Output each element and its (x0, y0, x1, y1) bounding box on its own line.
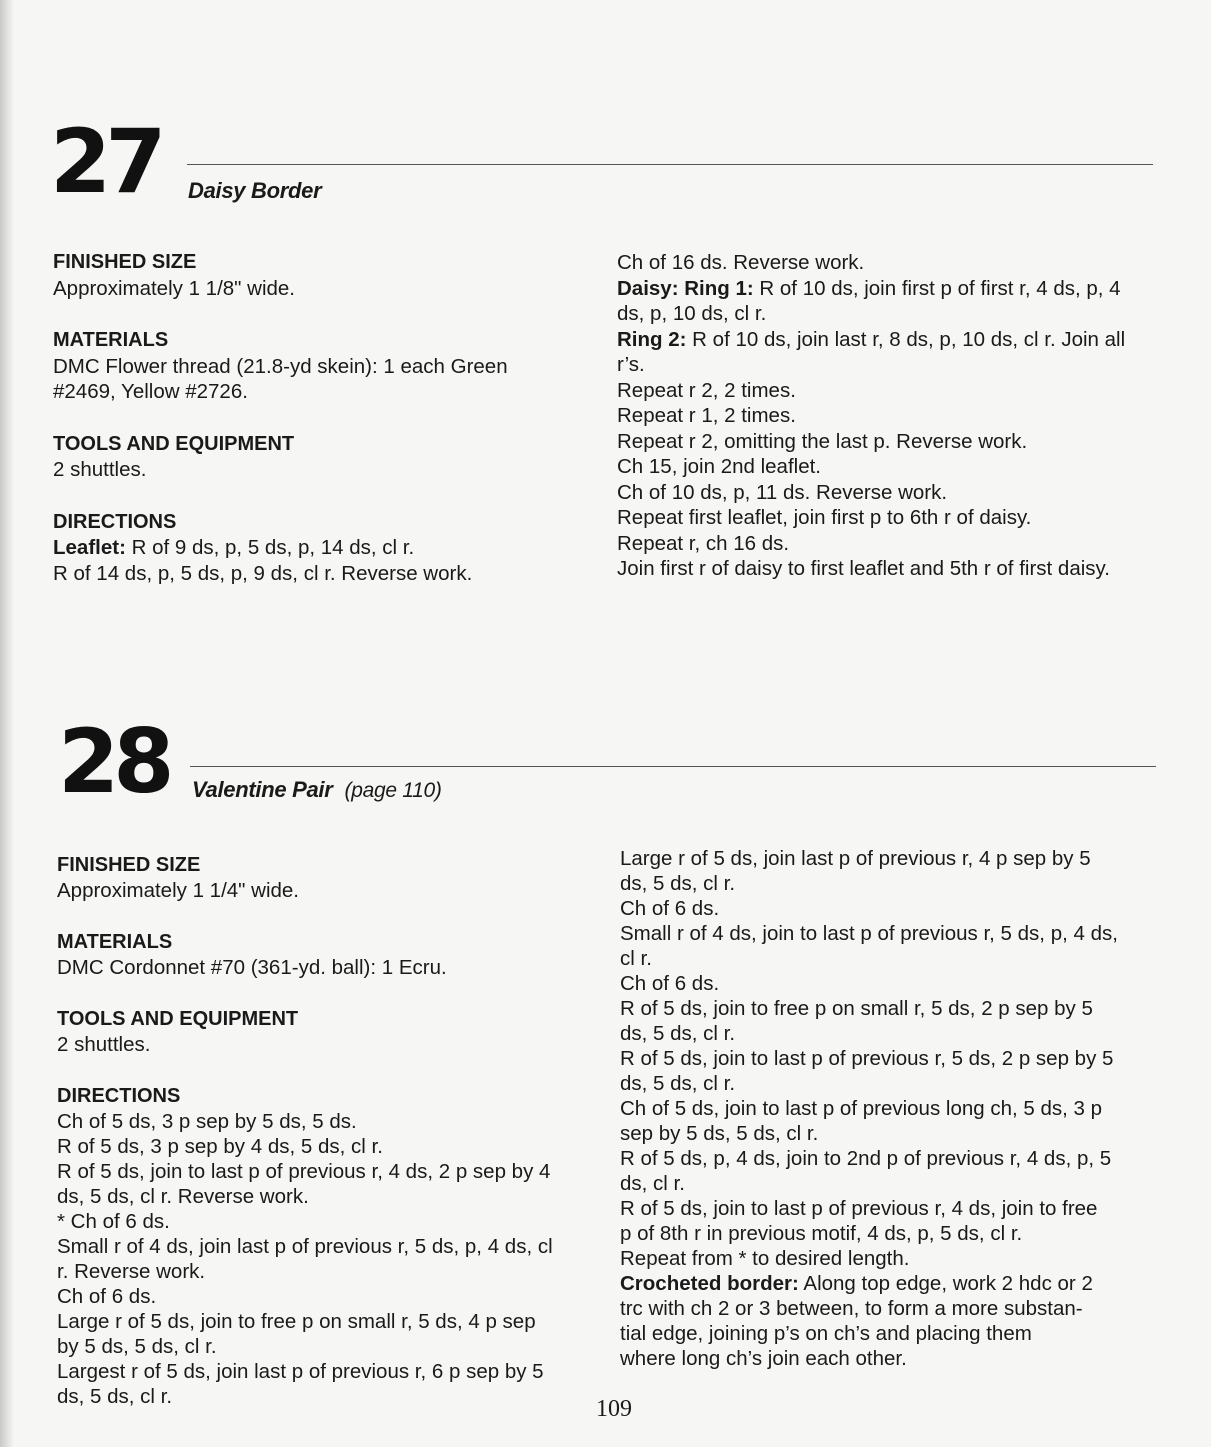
directions-left (53, 535, 593, 586)
direction-text: R of 10 ds, join last r, 8 ds, p, 10 ds, cl r. Join all (686, 327, 1126, 351)
finished-size-heading: FINISHED SIZE (57, 854, 201, 876)
direction-text: Repeat r 1, 2 times. (617, 404, 796, 427)
materials-heading: MATERIALS (57, 931, 173, 953)
directions-right (620, 846, 1180, 1371)
direction-text: Ch of 6 ds. (620, 972, 720, 995)
direction-text: Large r of 5 ds, join last p of previous r, 4 p sep by 5 (620, 847, 1091, 870)
section-rule (190, 766, 1156, 767)
pattern-27-right-column (617, 250, 1177, 582)
tools-text: 2 shuttles. (57, 1033, 151, 1056)
pattern-number-28: 28 (58, 710, 169, 813)
direction-text: Ch of 6 ds. (620, 897, 720, 920)
direction-line (57, 1334, 602, 1359)
pattern-title-text: Valentine Pair (192, 777, 333, 802)
page-gutter-shadow (0, 0, 14, 1447)
direction-line (617, 454, 1177, 480)
materials-line: DMC Flower thread (21.8-yd skein): 1 each Green (53, 354, 508, 378)
direction-line (53, 561, 593, 587)
direction-line (57, 1284, 602, 1309)
direction-line (617, 505, 1177, 531)
direction-line (620, 1321, 1180, 1346)
direction-text: ds, 5 ds, cl r. (620, 1072, 736, 1095)
direction-text: Large r of 5 ds, join to free p on small r, 5 ds, 4 p sep (57, 1310, 536, 1333)
pattern-28-right-column (620, 846, 1180, 1371)
direction-text: Ch of 6 ds. (57, 1285, 157, 1308)
page-number: 109 (596, 1396, 632, 1422)
direction-text: Repeat first leaflet, join first p to 6th r of daisy. (617, 506, 1032, 529)
direction-line (617, 250, 1177, 276)
direction-line (620, 1021, 1180, 1046)
direction-text: ds, 5 ds, cl r. (620, 1022, 736, 1045)
direction-line (620, 896, 1180, 921)
materials-heading: MATERIALS (53, 329, 169, 351)
direction-text: tial edge, joining p’s on ch’s and placing them (620, 1322, 1032, 1345)
direction-label: Daisy: Ring 1: (617, 276, 754, 300)
direction-line (620, 946, 1180, 971)
direction-label: Crocheted border: (620, 1272, 799, 1295)
direction-line (617, 480, 1177, 506)
direction-line (620, 921, 1180, 946)
pattern-number-27: 27 (50, 110, 161, 213)
direction-line (620, 1271, 1180, 1296)
direction-line (620, 846, 1180, 871)
pattern-title-text: Daisy Border (188, 178, 322, 203)
direction-text: Ch of 16 ds. Reverse work. (617, 251, 865, 274)
direction-line (57, 1234, 602, 1259)
direction-line (57, 1259, 602, 1284)
direction-line (617, 276, 1177, 302)
tools-heading: TOOLS AND EQUIPMENT (57, 1008, 299, 1030)
pattern-27-left-column (53, 250, 593, 586)
direction-text: ds, p, 10 ds, cl r. (617, 302, 767, 325)
direction-text: R of 5 ds, join to last p of previous r, 5 ds, 2 p sep by 5 (620, 1047, 1114, 1070)
direction-line (620, 1296, 1180, 1321)
direction-text: R of 10 ds, join first p of first r, 4 ds, p, 4 (753, 276, 1121, 300)
direction-line (57, 1359, 602, 1384)
direction-text: R of 5 ds, join to last p of previous r, 4 ds, join to free (620, 1197, 1098, 1220)
direction-text: Ch of 5 ds, 3 p sep by 5 ds, 5 ds. (57, 1110, 357, 1133)
direction-text: Repeat r, ch 16 ds. (617, 531, 790, 555)
section-rule (187, 164, 1153, 165)
direction-label: Leaflet: (53, 536, 126, 559)
direction-text: Join first r of daisy to first leaflet and 5th r of first daisy. (617, 557, 1110, 580)
direction-line (617, 378, 1177, 404)
pattern-title-28 (192, 777, 442, 803)
direction-line (57, 1309, 602, 1334)
direction-line (617, 403, 1177, 429)
direction-text: Repeat r 2, 2 times. (617, 378, 796, 402)
tools-heading: TOOLS AND EQUIPMENT (53, 432, 295, 455)
direction-text: Ch of 10 ds, p, 11 ds. Reverse work. (617, 480, 948, 504)
direction-text: Ch 15, join 2nd leaflet. (617, 455, 821, 478)
materials-line: #2469, Yellow #2726. (53, 380, 248, 403)
direction-line (57, 1159, 602, 1184)
tools-text: 2 shuttles. (53, 458, 147, 481)
pattern-title-27 (188, 178, 321, 204)
pattern-28-left-column (57, 853, 602, 1409)
direction-text: Along top edge, work 2 hdc or 2 (798, 1272, 1093, 1295)
direction-line (620, 996, 1180, 1021)
direction-line (620, 1346, 1180, 1371)
direction-line (620, 1171, 1180, 1196)
direction-line (617, 531, 1177, 557)
direction-text: Repeat r 2, omitting the last p. Reverse work. (617, 429, 1028, 453)
direction-line (617, 429, 1177, 455)
direction-line (617, 301, 1177, 327)
direction-text: R of 5 ds, 3 p sep by 4 ds, 5 ds, cl r. (57, 1135, 383, 1158)
direction-line (620, 871, 1180, 896)
direction-text: ds, 5 ds, cl r. (57, 1385, 173, 1408)
direction-text: ds, cl r. (620, 1172, 685, 1195)
finished-size-text: Approximately 1 1/4" wide. (57, 879, 300, 902)
direction-line (620, 1221, 1180, 1246)
direction-text: sep by 5 ds, 5 ds, cl r. (620, 1122, 819, 1145)
finished-size-heading: FINISHED SIZE (53, 251, 197, 273)
page-reference: (page 110) (344, 779, 442, 802)
directions-right (617, 250, 1177, 582)
direction-text: where long ch’s join each other. (620, 1347, 907, 1370)
direction-line (620, 1121, 1180, 1146)
direction-line (53, 535, 593, 561)
direction-text: R of 5 ds, p, 4 ds, join to 2nd p of previous r, 4 ds, p, 5 (620, 1147, 1112, 1170)
direction-line (57, 1184, 602, 1209)
direction-line (617, 556, 1177, 582)
direction-line (620, 1146, 1180, 1171)
direction-text: Small r of 4 ds, join last p of previous r, 5 ds, p, 4 ds, cl (57, 1235, 553, 1258)
direction-line (620, 1246, 1180, 1271)
direction-text: * Ch of 6 ds. (57, 1210, 170, 1233)
direction-text: trc with ch 2 or 3 between, to form a more substan- (620, 1297, 1083, 1320)
direction-text: Small r of 4 ds, join to last p of previous r, 5 ds, p, 4 ds, (620, 922, 1118, 945)
direction-text: p of 8th r in previous motif, 4 ds, p, 5 ds, cl r. (620, 1222, 1023, 1245)
direction-text: ds, 5 ds, cl r. (620, 872, 736, 895)
direction-text: r’s. (617, 353, 645, 376)
direction-line (620, 1096, 1180, 1121)
direction-line (620, 1046, 1180, 1071)
direction-line (57, 1109, 602, 1134)
direction-text: R of 14 ds, p, 5 ds, p, 9 ds, cl r. Reverse work. (53, 561, 473, 585)
direction-text: R of 5 ds, join to free p on small r, 5 ds, 2 p sep by 5 (620, 997, 1093, 1020)
direction-line (620, 1071, 1180, 1096)
materials-line: DMC Cordonnet #70 (361-yd. ball): 1 Ecru. (57, 956, 447, 979)
direction-text: by 5 ds, 5 ds, cl r. (57, 1335, 217, 1358)
direction-text: cl r. (620, 947, 652, 970)
direction-text: ds, 5 ds, cl r. Reverse work. (57, 1185, 309, 1208)
direction-label: Ring 2: (617, 327, 687, 351)
direction-text: Ch of 5 ds, join to last p of previous long ch, 5 ds, 3 p (620, 1097, 1103, 1120)
finished-size-text: Approximately 1 1/8" wide. (53, 276, 296, 300)
direction-text: R of 5 ds, join to last p of previous r, 4 ds, 2 p sep by 4 (57, 1160, 551, 1183)
directions-heading: DIRECTIONS (53, 510, 177, 533)
direction-line (617, 352, 1177, 378)
directions-left (57, 1109, 602, 1409)
direction-text: Largest r of 5 ds, join last p of previous r, 6 p sep by 5 (57, 1360, 544, 1383)
directions-heading: DIRECTIONS (57, 1085, 181, 1107)
direction-line (620, 971, 1180, 996)
direction-text: R of 9 ds, p, 5 ds, p, 14 ds, cl r. (125, 536, 415, 559)
direction-line (57, 1134, 602, 1159)
direction-line (617, 327, 1177, 353)
direction-line (620, 1196, 1180, 1221)
direction-text: r. Reverse work. (57, 1260, 206, 1283)
direction-text: Repeat from * to desired length. (620, 1247, 910, 1270)
direction-line (57, 1209, 602, 1234)
